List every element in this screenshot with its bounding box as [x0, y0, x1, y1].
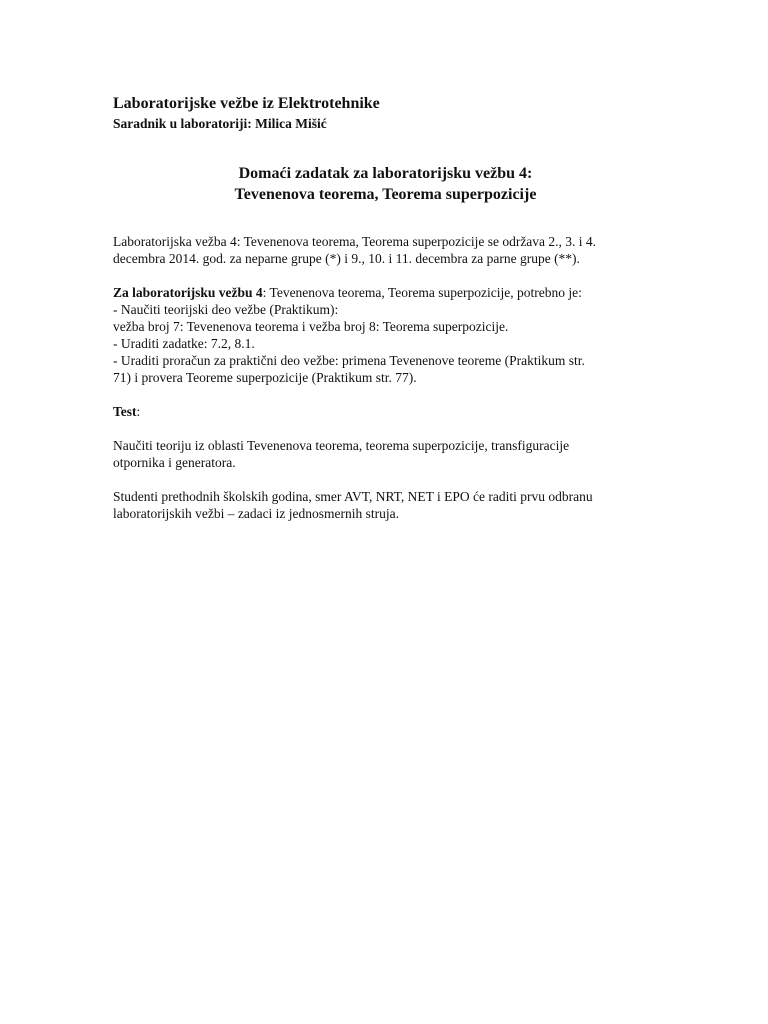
intro-line-2: decembra 2014. god. za neparne grupe (*) i 9., 10. i 11. decembra za parne grupe (**). — [113, 251, 580, 266]
test-label: Test — [113, 404, 137, 419]
document-page — [113, 94, 658, 522]
test-heading — [113, 403, 658, 420]
test-colon: : — [136, 404, 141, 419]
note-line-1: Studenti prethodnih školskih godina, smer AVT, NRT, NET i EPO će raditi prvu odbranu — [113, 489, 593, 504]
assignment-heading-line-1: Domaći zadatak za laboratorijsku vežbu 4: — [238, 165, 533, 182]
requirements-paragraph — [113, 284, 658, 386]
test-paragraph — [113, 437, 658, 471]
requirement-item-3-line-1: - Uraditi proračun za praktični deo vežbe: primena Tevenenove teoreme (Praktikum str. — [113, 353, 585, 368]
assistant-name: Saradnik u laboratoriji: Milica Mišić — [113, 116, 327, 131]
note-paragraph — [113, 488, 658, 522]
intro-paragraph — [113, 233, 658, 267]
requirements-lead-bold: Za laboratorijsku vežbu 4 — [113, 285, 263, 300]
requirements-lead — [113, 284, 658, 301]
document-title: Laboratorijske vežbe iz Elektrotehnike — [113, 95, 380, 112]
requirement-item-1-detail: vežba broj 7: Tevenenova teorema i vežba broj 8: Teorema superpozicije. — [113, 319, 509, 334]
test-line-2: otpornika i generatora. — [113, 455, 236, 470]
requirements-lead-rest: : Tevenenova teorema, Teorema superpozicije, potrebno je: — [262, 285, 582, 300]
requirement-item-1: - Naučiti teorijski deo vežbe (Praktikum): — [113, 302, 339, 317]
intro-line-1: Laboratorijska vežba 4: Tevenenova teorema, Teorema superpozicije se održava 2., 3. i 4. — [113, 234, 597, 249]
assignment-heading-line-2: Tevenenova teorema, Teorema superpozicije — [234, 186, 537, 203]
requirement-item-3-line-2: 71) i provera Teoreme superpozicije (Praktikum str. 77). — [113, 370, 417, 385]
requirement-item-2: - Uraditi zadatke: 7.2, 8.1. — [113, 336, 255, 351]
assignment-heading — [113, 163, 658, 205]
note-line-2: laboratorijskih vežbi – zadaci iz jednosmernih struja. — [113, 506, 400, 521]
test-line-1: Naučiti teoriju iz oblasti Tevenenova teorema, teorema superpozicije, transfiguracije — [113, 438, 570, 453]
